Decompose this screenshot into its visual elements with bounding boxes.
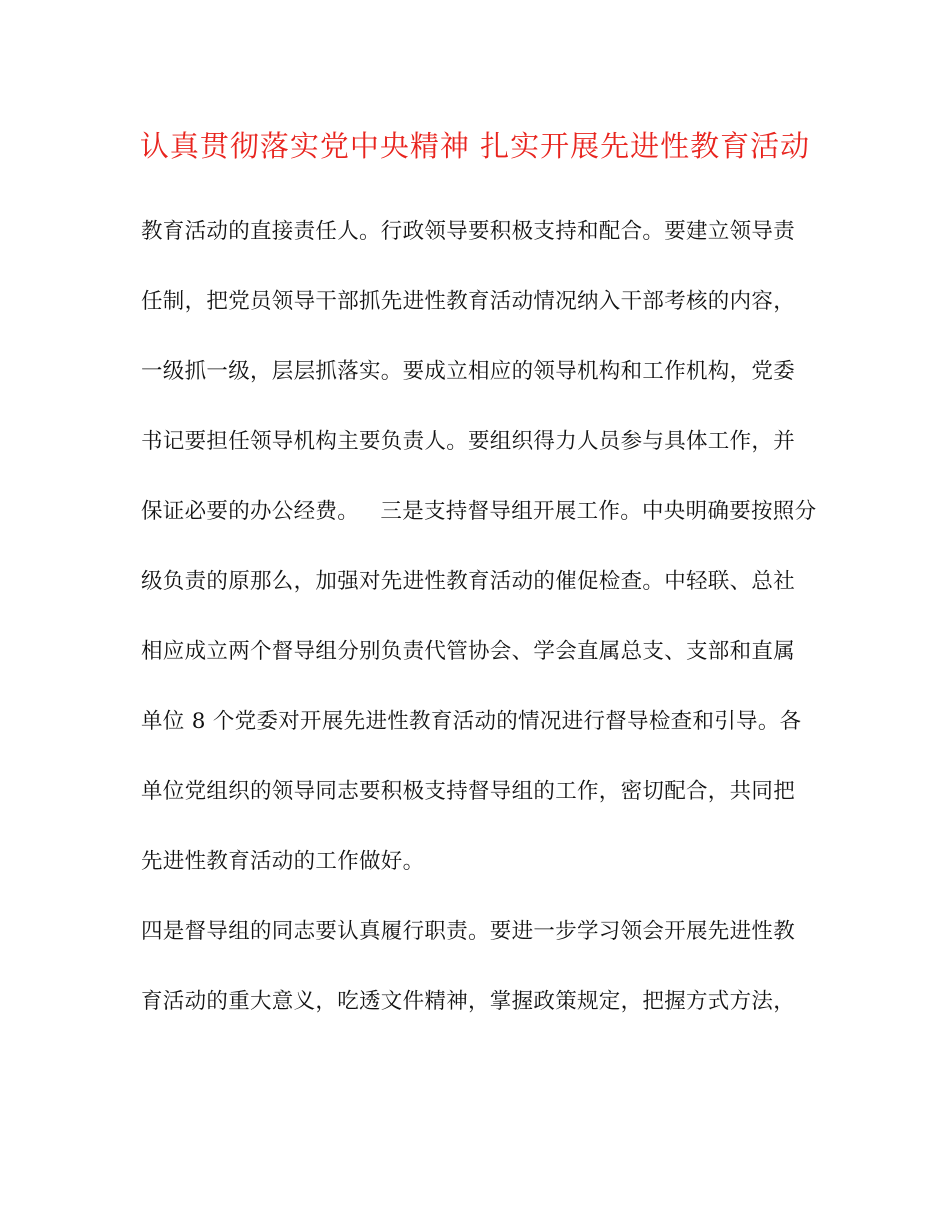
body-line: 单位党组织的领导同志要积极支持督导组的工作，密切配合，共同把: [141, 779, 796, 804]
body-line: 任制，把党员领导干部抓先进性教育活动情况纳入干部考核的内容，: [141, 289, 796, 314]
body-line: 保证必要的办公经费。 三是支持督导组开展工作。中央明确要按照分: [141, 499, 817, 524]
body-line: 单位 8 个党委对开展先进性教育活动的情况进行督导检查和引导。各: [141, 709, 802, 734]
body-line: 四是督导组的同志要认真履行职责。要进一步学习领会开展先进性教: [141, 919, 796, 944]
body-line: 育活动的重大意义，吃透文件精神，掌握政策规定，把握方式方法，: [141, 989, 796, 1014]
document-title: 认真贯彻落实党中央精神 扎实开展先进性教育活动: [139, 129, 811, 163]
body-line: 书记要担任领导机构主要负责人。要组织得力人员参与具体工作，并: [141, 429, 796, 454]
body-line: 级负责的原那么，加强对先进性教育活动的催促检查。中轻联、总社: [141, 569, 796, 594]
body-line: 教育活动的直接责任人。行政领导要积极支持和配合。要建立领导责: [141, 219, 796, 244]
body-line: 一级抓一级，层层抓落实。要成立相应的领导机构和工作机构，党委: [141, 359, 796, 384]
body-line: 相应成立两个督导组分别负责代管协会、学会直属总支、支部和直属: [141, 639, 796, 664]
body-line: 先进性教育活动的工作做好。: [141, 849, 425, 874]
document-body: [141, 212, 821, 1052]
